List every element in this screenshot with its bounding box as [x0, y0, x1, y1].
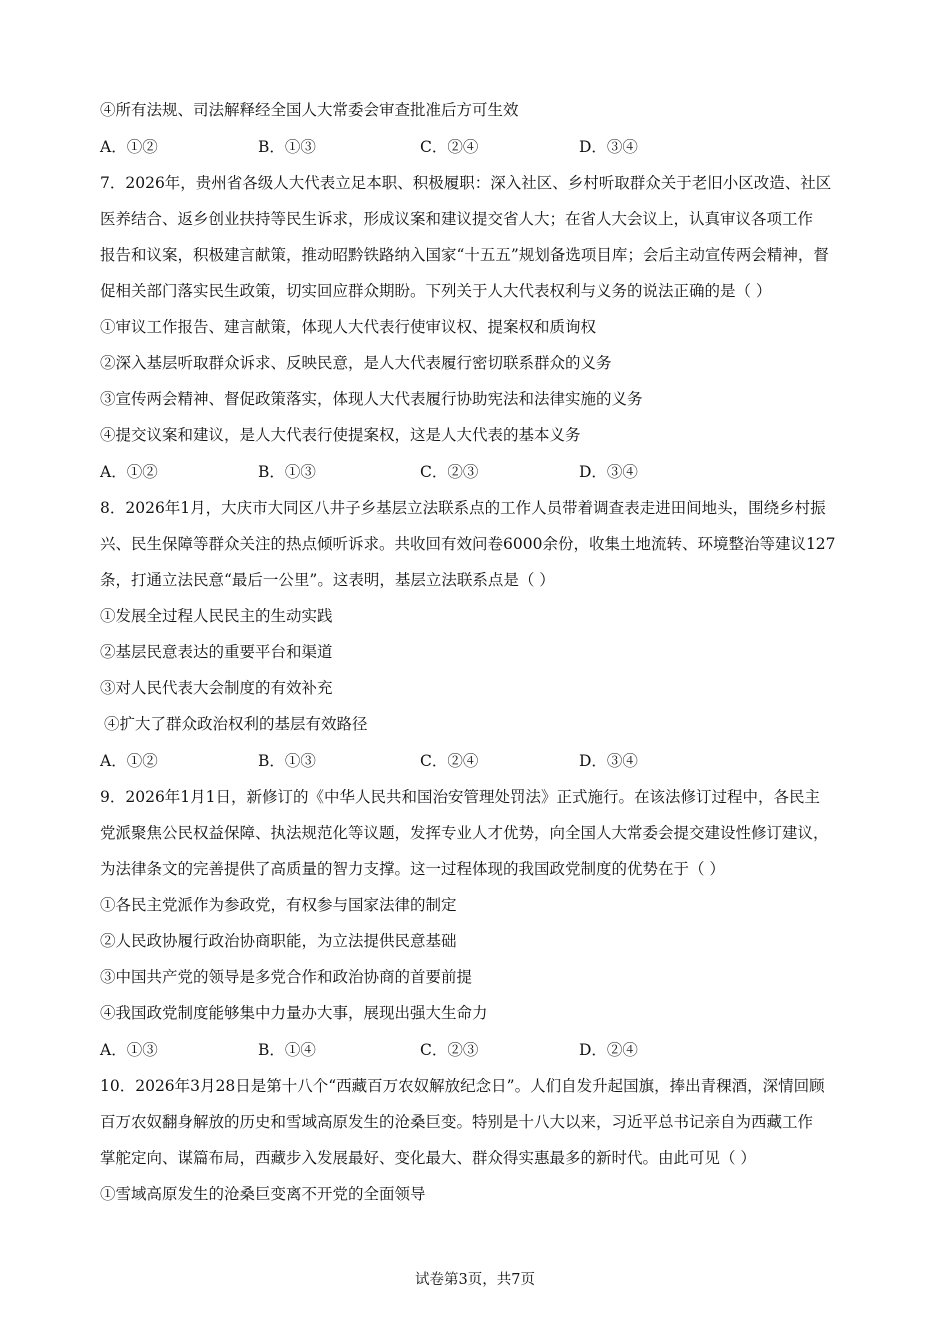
q9-stem-line: 9．2026年1月1日，新修订的《中华人民共和国治安管理处罚法》正式施行。在该法修订过程中，各民主: [100, 788, 821, 806]
q7-option-a: A．①②: [100, 463, 158, 481]
q9-option-c: C．②③: [420, 1041, 479, 1059]
q6-option-a: A．①②: [100, 138, 158, 156]
q9-item-1: ①各民主党派作为参政党，有权参与国家法律的制定: [100, 896, 457, 914]
q7-stem-line: 报告和议案，积极建言献策，推动昭黔铁路纳入国家“十五五”规划备选项目库；会后主动宣传两会精神，督: [100, 246, 829, 264]
q7-stem-line: 促相关部门落实民生政策，切实回应群众期盼。下列关于人大代表权利与义务的说法正确的是（ ）: [100, 282, 772, 300]
q7-options: [100, 462, 860, 482]
q6-item-4: ④所有法规、司法解释经全国人大常委会审查批准后方可生效: [100, 101, 519, 119]
q7-item-2: ②深入基层听取群众诉求、反映民意，是人大代表履行密切联系群众的义务: [100, 354, 612, 372]
q8-option-c: C．②④: [420, 752, 479, 770]
q9-stem-line: 为法律条文的完善提供了高质量的智力支撑。这一过程体现的我国政党制度的优势在于（ ）: [100, 860, 725, 878]
q9-item-3: ③中国共产党的领导是多党合作和政治协商的首要前提: [100, 968, 473, 986]
q8-item-3: ③对人民代表大会制度的有效补充: [100, 679, 333, 697]
q9-item-2: ②人民政协履行政治协商职能，为立法提供民意基础: [100, 932, 457, 950]
q8-option-b: B．①③: [258, 752, 316, 770]
q7-item-3: ③宣传两会精神、督促政策落实，体现人大代表履行协助宪法和法律实施的义务: [100, 390, 643, 408]
q9-stem-line: 党派聚焦公民权益保障、执法规范化等议题，发挥专业人才优势，向全国人大常委会提交建设性修订建议，: [100, 824, 829, 842]
q8-stem-line: 兴、民生保障等群众关注的热点倾听诉求。共收回有效问卷6000余份，收集土地流转、环境整治等建议127: [100, 535, 836, 553]
q9-option-b: B．①④: [258, 1041, 316, 1059]
q8-item-4: ④扩大了群众政治权利的基层有效路径: [104, 715, 368, 733]
q9-item-4: ④我国政党制度能够集中力量办大事，展现出强大生命力: [100, 1004, 488, 1022]
q7-stem-line: 医养结合、返乡创业扶持等民生诉求，形成议案和建议提交省人大；在省人大会议上，认真审议各项工作: [100, 210, 814, 228]
q6-option-b: B．①③: [258, 138, 316, 156]
q9-options: [100, 1040, 860, 1060]
q8-item-1: ①发展全过程人民民主的生动实践: [100, 607, 333, 625]
q8-option-d: D．③④: [579, 752, 638, 770]
q6-option-c: C．②④: [420, 138, 479, 156]
q8-option-a: A．①②: [100, 752, 158, 770]
q10-stem-line: 百万农奴翻身解放的历史和雪域高原发生的沧桑巨变。特别是十八大以来，习近平总书记亲自为西藏工作: [100, 1113, 814, 1131]
q8-stem-line: 8．2026年1月，大庆市大同区八井子乡基层立法联系点的工作人员带着调查表走进田间地头，围绕乡村振: [100, 499, 826, 517]
q7-stem-line: 7．2026年，贵州省各级人大代表立足本职、积极履职：深入社区、乡村听取群众关于老旧小区改造、社区: [100, 174, 832, 192]
q7-option-c: C．②③: [420, 463, 479, 481]
q7-item-4: ④提交议案和建议，是人大代表行使提案权，这是人大代表的基本义务: [100, 426, 581, 444]
q8-stem-line: 条，打通立法民意“最后一公里”。这表明，基层立法联系点是（ ）: [100, 571, 555, 589]
q10-stem-line: 掌舵定向、谋篇布局，西藏步入发展最好、变化最大、群众得实惠最多的新时代。由此可见（ ）: [100, 1149, 756, 1167]
q7-item-1: ①审议工作报告、建言献策，体现人大代表行使审议权、提案权和质询权: [100, 318, 597, 336]
q7-option-b: B．①③: [258, 463, 316, 481]
page-footer: 试卷第3页，共7页: [415, 1272, 535, 1288]
q8-options: [100, 751, 860, 771]
q7-option-d: D．③④: [579, 463, 638, 481]
q10-stem-line: 10．2026年3月28日是第十八个“西藏百万农奴解放纪念日”。人们自发升起国旗，捧出青稞酒，深情回顾: [100, 1077, 825, 1095]
q9-option-d: D．②④: [579, 1041, 638, 1059]
q6-options: [100, 137, 860, 157]
q6-option-d: D．③④: [579, 138, 638, 156]
q9-option-a: A．①③: [100, 1041, 158, 1059]
q8-item-2: ②基层民意表达的重要平台和渠道: [100, 643, 333, 661]
q10-item-1: ①雪域高原发生的沧桑巨变离不开党的全面领导: [100, 1185, 426, 1203]
